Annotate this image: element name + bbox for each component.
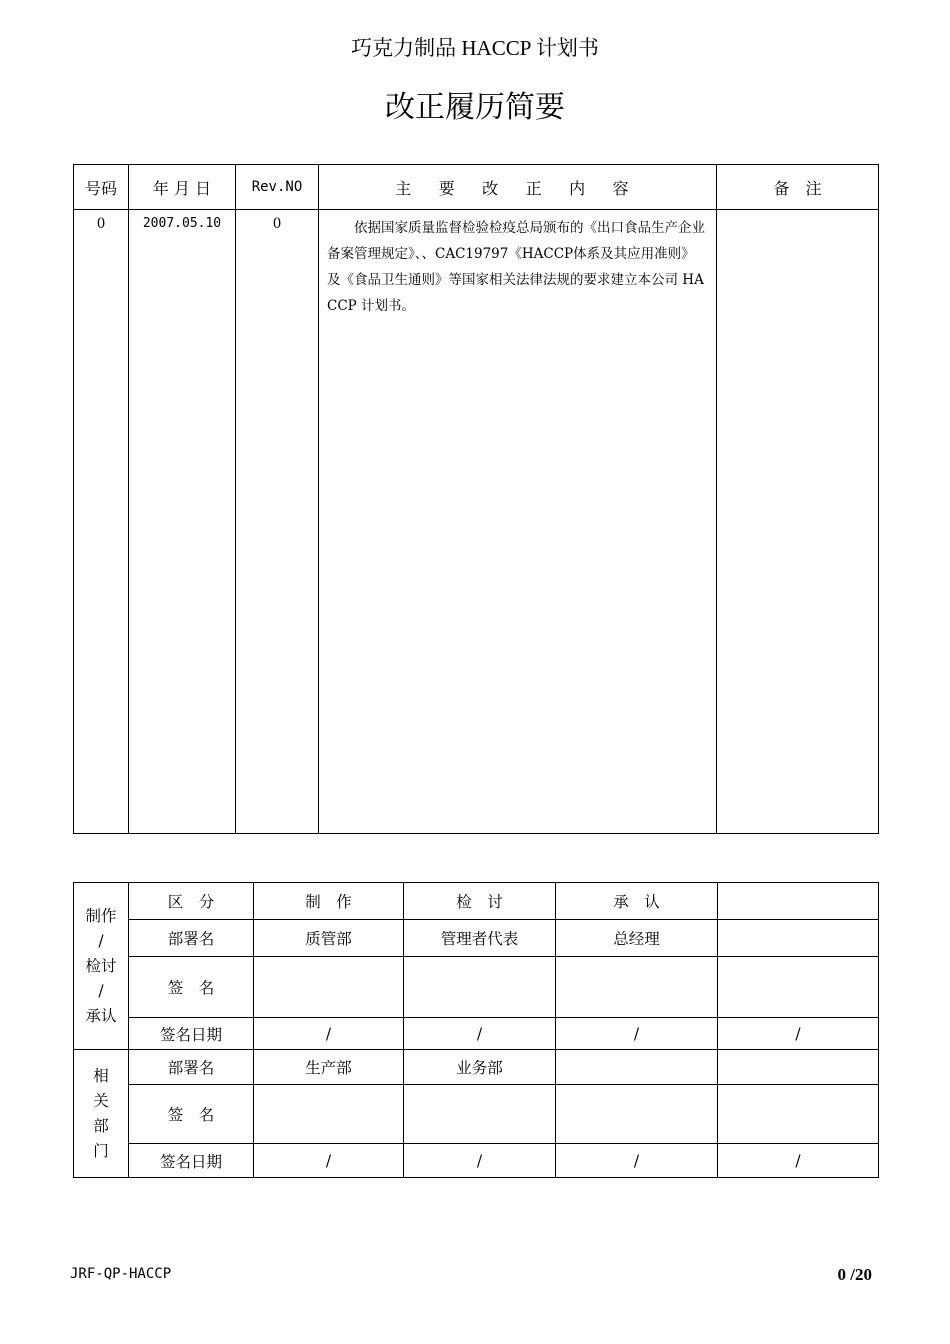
category-row [74, 883, 879, 920]
related-dept-cell: 业务部 [404, 1050, 556, 1085]
sign-date-cell[interactable]: / [254, 1018, 404, 1050]
related-sign-date-row [74, 1144, 879, 1178]
related-signature-row [74, 1085, 879, 1144]
sign-date-cell[interactable]: / [254, 1144, 404, 1178]
sign-date-cell[interactable]: / [556, 1018, 718, 1050]
signature-row [74, 957, 879, 1018]
table-row [74, 210, 879, 834]
group-label-related: 相 关 部 门 [74, 1050, 129, 1178]
revision-header-row [74, 165, 879, 210]
row-label-dept: 部署名 [129, 920, 254, 957]
revision-date: 2007.05.10 [129, 210, 236, 834]
footer-page-number [838, 1265, 872, 1285]
revision-number: 0 [74, 210, 129, 834]
signature-cell[interactable] [556, 957, 718, 1018]
row-label-sign-date: 签名日期 [129, 1018, 254, 1050]
header-rev: Rev.NO [236, 165, 319, 210]
row-label-signature: 签 名 [129, 957, 254, 1018]
header-date: 年 月 日 [129, 165, 236, 210]
column-review: 检 讨 [404, 883, 556, 920]
row-label-related-sign-date: 签名日期 [129, 1144, 254, 1178]
sign-date-cell[interactable]: / [404, 1144, 556, 1178]
column-make: 制 作 [254, 883, 404, 920]
revision-content: 依据国家质量监督检验检疫总局颁布的《出口食品生产企业备案管理规定》、、CAC19797《HACCP体系及其应用准则》及《食品卫生通则》等国家相关法律法规的要求建立本公司 HACCP 计划书。 [319, 210, 717, 834]
row-label-related-signature: 签 名 [129, 1085, 254, 1144]
document-title: 巧克力制品 HACCP 计划书 [351, 36, 599, 60]
page-separator: / [850, 1265, 855, 1284]
dept-cell [718, 920, 879, 957]
column-approve: 承 认 [556, 883, 718, 920]
dept-row [74, 920, 879, 957]
signature-cell[interactable] [718, 957, 879, 1018]
signature-cell[interactable] [556, 1085, 718, 1144]
dept-cell: 质管部 [254, 920, 404, 957]
column-extra [718, 883, 879, 920]
row-label-category: 区 分 [129, 883, 254, 920]
row-label-related-dept: 部署名 [129, 1050, 254, 1085]
related-dept-cell [718, 1050, 879, 1085]
page-heading: 改正履历简要 [385, 90, 565, 125]
signature-cell[interactable] [404, 1085, 556, 1144]
sign-date-cell[interactable]: / [718, 1144, 879, 1178]
related-dept-cell [556, 1050, 718, 1085]
sign-date-cell[interactable]: / [404, 1018, 556, 1050]
signature-cell[interactable] [254, 1085, 404, 1144]
related-dept-cell: 生产部 [254, 1050, 404, 1085]
revision-history-table [73, 164, 879, 834]
related-dept-row [74, 1050, 879, 1085]
revision-rev: 0 [236, 210, 319, 834]
dept-cell: 管理者代表 [404, 920, 556, 957]
signature-cell[interactable] [718, 1085, 879, 1144]
footer-document-code: JRF-QP-HACCP [70, 1266, 172, 1282]
sign-date-row [74, 1018, 879, 1050]
dept-cell: 总经理 [556, 920, 718, 957]
signature-cell[interactable] [254, 957, 404, 1018]
header-remark: 备 注 [717, 165, 879, 210]
sign-date-cell[interactable]: / [556, 1144, 718, 1178]
page-total: 20 [855, 1265, 872, 1284]
header-content: 主 要 改 正 内 容 [319, 165, 717, 210]
revision-remark [717, 210, 879, 834]
sign-date-cell[interactable]: / [718, 1018, 879, 1050]
signature-cell[interactable] [404, 957, 556, 1018]
page-current: 0 [837, 1265, 847, 1284]
approval-table [73, 882, 879, 1178]
group-label-approval: 制作 / 检讨 / 承认 [74, 883, 129, 1050]
header-number: 号码 [74, 165, 129, 210]
